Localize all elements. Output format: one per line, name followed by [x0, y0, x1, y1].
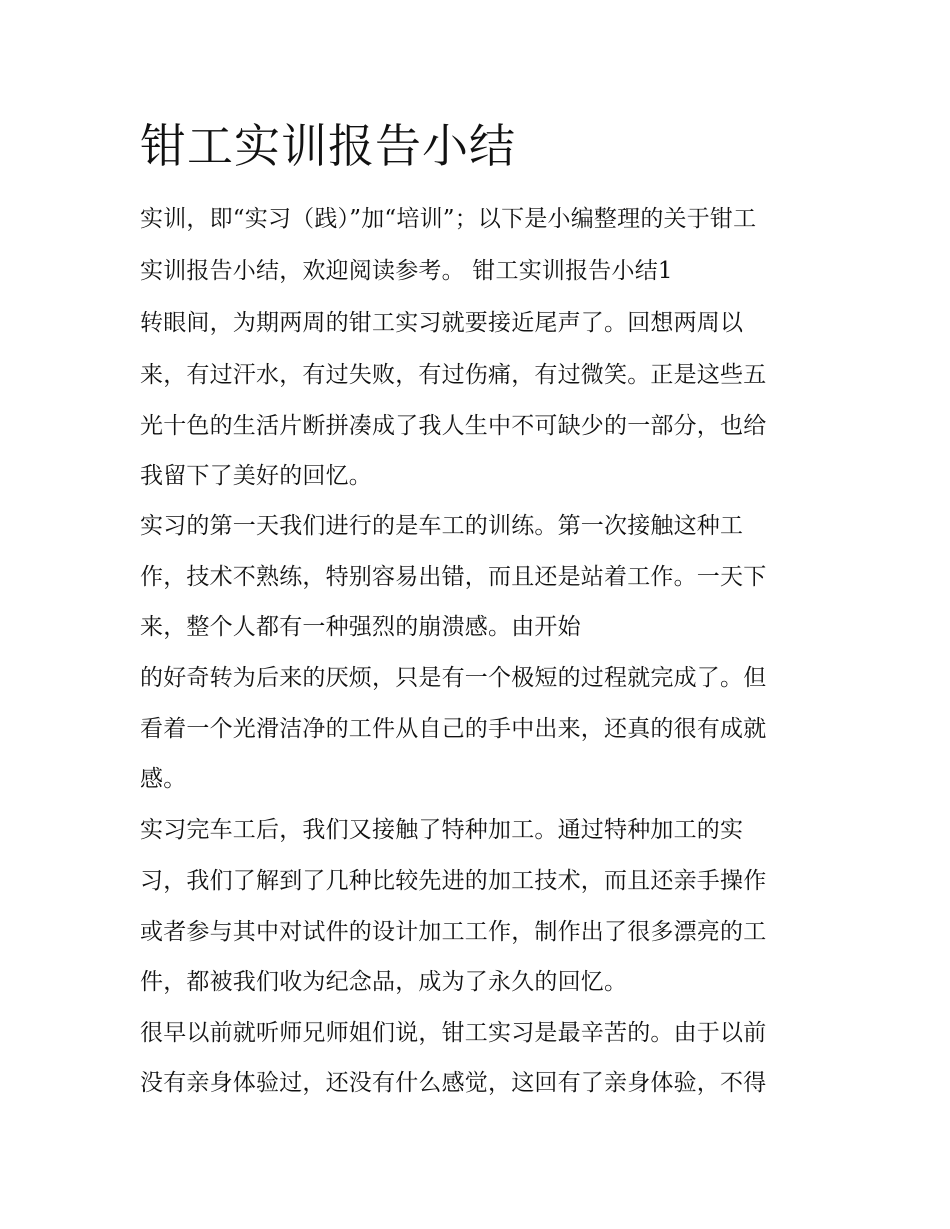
- body-line: 感。: [140, 766, 187, 792]
- body-line: 或者参与其中对试件的设计加工工作，制作出了很多漂亮的工: [140, 919, 767, 945]
- body-line: 实习的第一天我们进行的是车工的训练。第一次接触这种工: [140, 513, 744, 539]
- body-line: 来，整个人都有一种强烈的崩溃感。由开始: [140, 614, 581, 640]
- document-title: 钳工实训报告小结: [140, 119, 516, 173]
- body-line: 的好奇转为后来的厌烦，只是有一个极短的过程就完成了。但: [140, 665, 767, 691]
- body-line: 看着一个光滑洁净的工件从自己的手中出来，还真的很有成就: [140, 716, 767, 742]
- body-line: 实习完车工后，我们又接触了特种加工。通过特种加工的实: [140, 817, 744, 843]
- body-line: 没有亲身体验过，还没有什么感觉，这回有了亲身体验，不得: [140, 1070, 767, 1096]
- body-line: 很早以前就听师兄师姐们说，钳工实习是最辛苦的。由于以前: [140, 1020, 767, 1046]
- body-line: 实训，即“实习（践）”加“培训”；以下是小编整理的关于钳工: [140, 206, 757, 232]
- body-line: 来，有过汗水，有过失败，有过伤痛，有过微笑。正是这些五: [140, 362, 767, 388]
- body-line: 我留下了美好的回忆。: [140, 463, 372, 489]
- body-line: 光十色的生活片断拼凑成了我人生中不可缺少的一部分，也给: [140, 413, 767, 439]
- body-line: 习，我们了解到了几种比较先进的加工技术，而且还亲手操作: [140, 868, 767, 894]
- body-line: 转眼间，为期两周的钳工实习就要接近尾声了。回想两周以: [140, 310, 744, 336]
- body-line: 件，都被我们收为纪念品，成为了永久的回忆。: [140, 969, 628, 995]
- body-line: 作，技术不熟练，特别容易出错，而且还是站着工作。一天下: [140, 564, 767, 590]
- body-line: 实训报告小结，欢迎阅读参考。 钳工实训报告小结1: [140, 258, 673, 284]
